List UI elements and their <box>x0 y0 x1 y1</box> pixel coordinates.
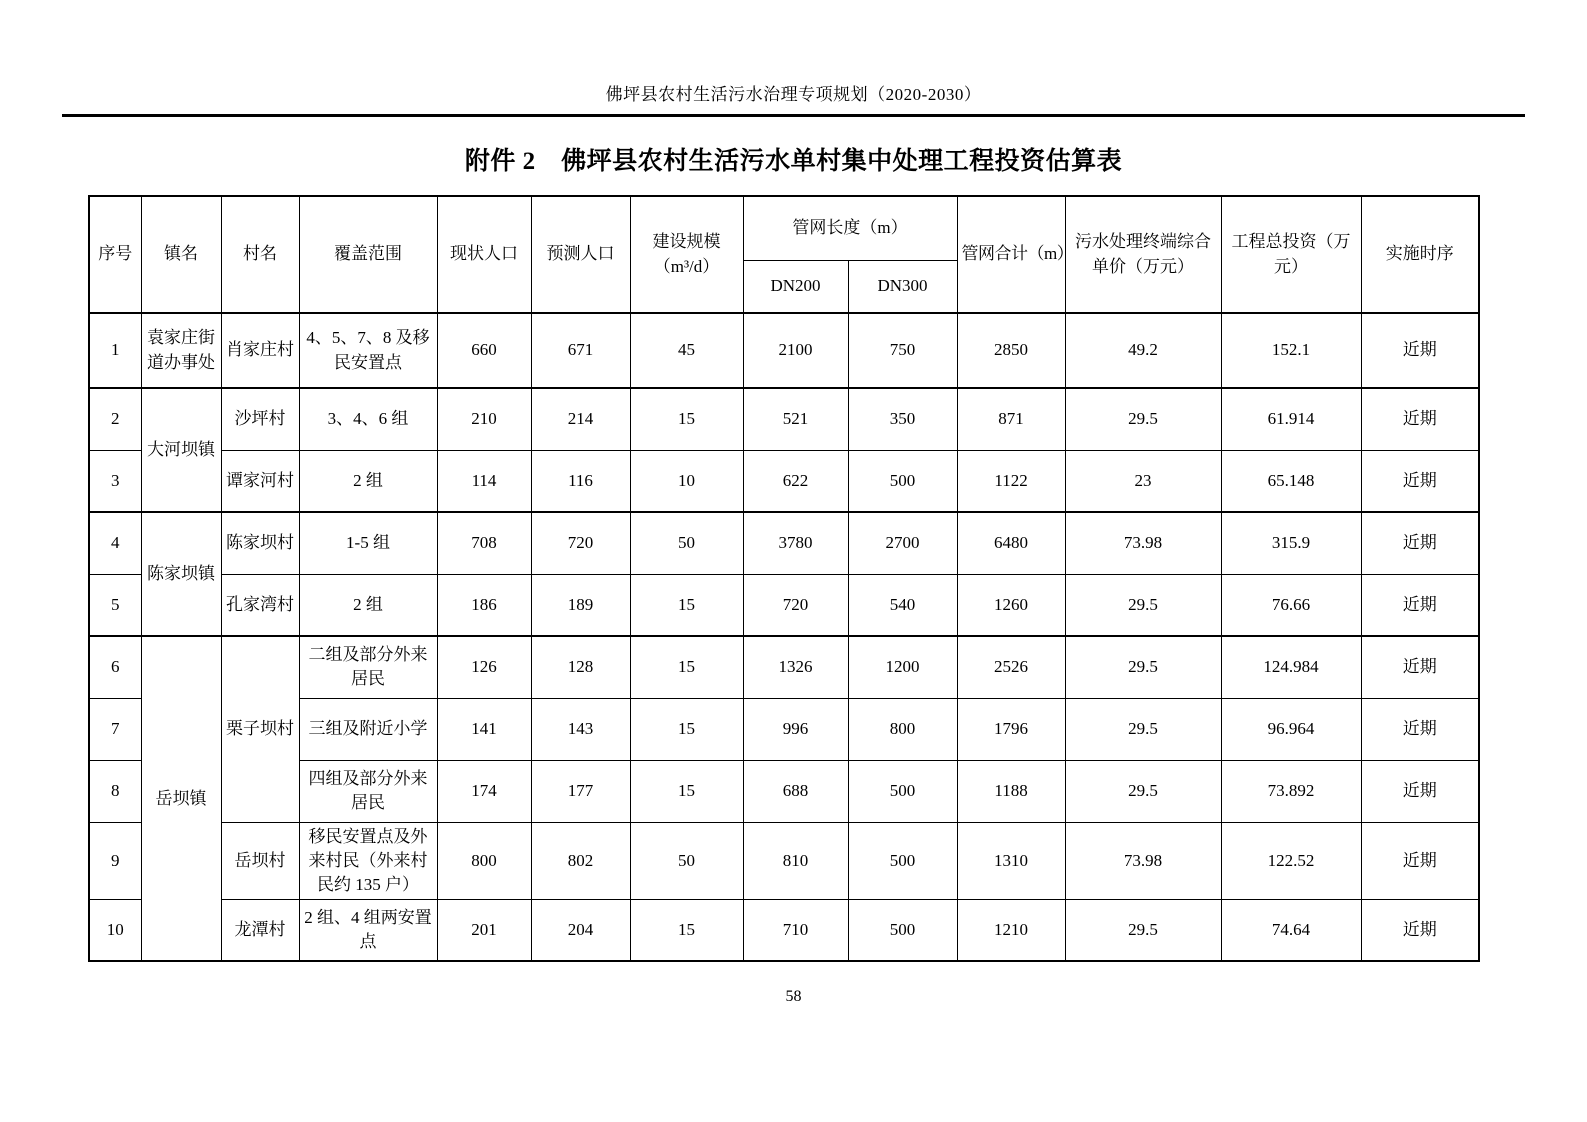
cell-no: 3 <box>89 450 141 512</box>
cell-predicted-pop: 214 <box>531 388 630 450</box>
cell-dn300: 750 <box>848 313 957 388</box>
table-header <box>89 196 1479 313</box>
col-header-pipe-total: 管网合计（m） <box>957 196 1065 313</box>
table-row <box>89 574 1479 636</box>
cell-scale: 50 <box>630 822 743 899</box>
page-title: 附件 2 佛坪县农村生活污水单村集中处理工程投资估算表 <box>464 148 1123 175</box>
cell-scale: 45 <box>630 313 743 388</box>
cell-current-pop: 800 <box>437 822 531 899</box>
cell-dn200: 2100 <box>743 313 848 388</box>
cell-schedule: 近期 <box>1361 899 1479 961</box>
cell-dn300: 1200 <box>848 636 957 698</box>
cell-investment: 315.9 <box>1221 512 1361 574</box>
cell-predicted-pop: 189 <box>531 574 630 636</box>
cell-dn200: 996 <box>743 698 848 760</box>
cell-predicted-pop: 116 <box>531 450 630 512</box>
cell-investment: 122.52 <box>1221 822 1361 899</box>
cell-no: 9 <box>89 822 141 899</box>
cell-pipe-total: 6480 <box>957 512 1065 574</box>
cell-current-pop: 126 <box>437 636 531 698</box>
cell-dn300: 500 <box>848 450 957 512</box>
investment-estimate-table <box>88 195 1480 962</box>
cell-schedule: 近期 <box>1361 636 1479 698</box>
cell-pipe-total: 1122 <box>957 450 1065 512</box>
cell-scale: 10 <box>630 450 743 512</box>
cell-unit-price: 29.5 <box>1065 574 1221 636</box>
cell-dn200: 3780 <box>743 512 848 574</box>
cell-pipe-total: 2850 <box>957 313 1065 388</box>
cell-village: 龙潭村 <box>221 899 299 961</box>
cell-unit-price: 73.98 <box>1065 822 1221 899</box>
cell-investment: 96.964 <box>1221 698 1361 760</box>
col-header-no: 序号 <box>89 196 141 313</box>
cell-investment: 76.66 <box>1221 574 1361 636</box>
cell-current-pop: 141 <box>437 698 531 760</box>
col-header-town: 镇名 <box>141 196 221 313</box>
cell-no: 4 <box>89 512 141 574</box>
cell-current-pop: 174 <box>437 760 531 822</box>
cell-coverage: 二组及部分外来居民 <box>299 636 437 698</box>
cell-current-pop: 201 <box>437 899 531 961</box>
cell-pipe-total: 1796 <box>957 698 1065 760</box>
col-header-dn300: DN300 <box>848 260 957 313</box>
cell-scale: 15 <box>630 899 743 961</box>
cell-no: 2 <box>89 388 141 450</box>
table-row <box>89 636 1479 698</box>
cell-investment: 61.914 <box>1221 388 1361 450</box>
cell-investment: 73.892 <box>1221 760 1361 822</box>
cell-no: 5 <box>89 574 141 636</box>
cell-predicted-pop: 720 <box>531 512 630 574</box>
cell-investment: 124.984 <box>1221 636 1361 698</box>
cell-no: 8 <box>89 760 141 822</box>
cell-coverage: 四组及部分外来居民 <box>299 760 437 822</box>
cell-unit-price: 49.2 <box>1065 313 1221 388</box>
cell-pipe-total: 2526 <box>957 636 1065 698</box>
col-header-schedule: 实施时序 <box>1361 196 1479 313</box>
cell-town: 大河坝镇 <box>141 388 221 512</box>
cell-town: 陈家坝镇 <box>141 512 221 636</box>
table-row <box>89 512 1479 574</box>
cell-predicted-pop: 128 <box>531 636 630 698</box>
col-header-coverage: 覆盖范围 <box>299 196 437 313</box>
cell-current-pop: 186 <box>437 574 531 636</box>
cell-current-pop: 114 <box>437 450 531 512</box>
cell-village: 肖家庄村 <box>221 313 299 388</box>
cell-coverage: 2 组 <box>299 450 437 512</box>
cell-scale: 15 <box>630 574 743 636</box>
cell-dn200: 810 <box>743 822 848 899</box>
cell-unit-price: 73.98 <box>1065 512 1221 574</box>
cell-no: 1 <box>89 313 141 388</box>
table-row <box>89 313 1479 388</box>
cell-pipe-total: 1310 <box>957 822 1065 899</box>
cell-dn300: 500 <box>848 760 957 822</box>
cell-pipe-total: 1210 <box>957 899 1065 961</box>
cell-scale: 15 <box>630 636 743 698</box>
col-header-predicted-pop: 预测人口 <box>531 196 630 313</box>
cell-village: 谭家河村 <box>221 450 299 512</box>
cell-unit-price: 29.5 <box>1065 899 1221 961</box>
table-row <box>89 388 1479 450</box>
cell-dn200: 521 <box>743 388 848 450</box>
cell-current-pop: 210 <box>437 388 531 450</box>
table-row <box>89 899 1479 961</box>
page-number: 58 <box>785 988 802 1005</box>
cell-dn300: 800 <box>848 698 957 760</box>
table-row <box>89 450 1479 512</box>
header-rule <box>62 114 1525 117</box>
cell-predicted-pop: 671 <box>531 313 630 388</box>
cell-schedule: 近期 <box>1361 450 1479 512</box>
cell-dn300: 2700 <box>848 512 957 574</box>
cell-scale: 15 <box>630 760 743 822</box>
cell-pipe-total: 871 <box>957 388 1065 450</box>
cell-schedule: 近期 <box>1361 388 1479 450</box>
cell-unit-price: 23 <box>1065 450 1221 512</box>
col-header-dn200: DN200 <box>743 260 848 313</box>
cell-schedule: 近期 <box>1361 574 1479 636</box>
cell-coverage: 三组及附近小学 <box>299 698 437 760</box>
cell-town: 袁家庄街道办事处 <box>141 313 221 388</box>
header-row-1 <box>89 196 1479 260</box>
cell-investment: 152.1 <box>1221 313 1361 388</box>
col-header-current-pop: 现状人口 <box>437 196 531 313</box>
cell-investment: 65.148 <box>1221 450 1361 512</box>
cell-dn200: 720 <box>743 574 848 636</box>
col-header-village: 村名 <box>221 196 299 313</box>
cell-predicted-pop: 177 <box>531 760 630 822</box>
cell-scale: 15 <box>630 698 743 760</box>
col-header-total-investment: 工程总投资（万元） <box>1221 196 1361 313</box>
cell-schedule: 近期 <box>1361 313 1479 388</box>
cell-predicted-pop: 204 <box>531 899 630 961</box>
cell-scale: 15 <box>630 388 743 450</box>
cell-schedule: 近期 <box>1361 760 1479 822</box>
cell-scale: 50 <box>630 512 743 574</box>
cell-coverage: 1-5 组 <box>299 512 437 574</box>
cell-village: 岳坝村 <box>221 822 299 899</box>
table-body <box>89 313 1479 961</box>
cell-dn300: 540 <box>848 574 957 636</box>
cell-coverage: 移民安置点及外来村民（外来村民约 135 户） <box>299 822 437 899</box>
cell-schedule: 近期 <box>1361 698 1479 760</box>
col-header-scale: 建设规模（m³/d） <box>630 196 743 313</box>
cell-village: 孔家湾村 <box>221 574 299 636</box>
cell-dn200: 1326 <box>743 636 848 698</box>
cell-coverage: 4、5、7、8 及移民安置点 <box>299 313 437 388</box>
cell-coverage: 2 组 <box>299 574 437 636</box>
cell-village: 栗子坝村 <box>221 636 299 822</box>
cell-unit-price: 29.5 <box>1065 388 1221 450</box>
col-header-unit-price: 污水处理终端综合单价（万元） <box>1065 196 1221 313</box>
cell-current-pop: 708 <box>437 512 531 574</box>
cell-dn300: 500 <box>848 822 957 899</box>
cell-dn300: 500 <box>848 899 957 961</box>
table-row <box>89 822 1479 899</box>
cell-unit-price: 29.5 <box>1065 760 1221 822</box>
running-header: 佛坪县农村生活污水治理专项规划（2020-2030） <box>605 85 982 104</box>
cell-unit-price: 29.5 <box>1065 698 1221 760</box>
cell-predicted-pop: 802 <box>531 822 630 899</box>
cell-schedule: 近期 <box>1361 512 1479 574</box>
cell-dn300: 350 <box>848 388 957 450</box>
cell-town: 岳坝镇 <box>141 636 221 961</box>
cell-coverage: 3、4、6 组 <box>299 388 437 450</box>
cell-predicted-pop: 143 <box>531 698 630 760</box>
cell-village: 陈家坝村 <box>221 512 299 574</box>
cell-investment: 74.64 <box>1221 899 1361 961</box>
cell-village: 沙坪村 <box>221 388 299 450</box>
cell-no: 10 <box>89 899 141 961</box>
col-header-pipe-length: 管网长度（m） <box>743 196 957 260</box>
cell-pipe-total: 1260 <box>957 574 1065 636</box>
cell-dn200: 688 <box>743 760 848 822</box>
cell-coverage: 2 组、4 组两安置点 <box>299 899 437 961</box>
cell-dn200: 622 <box>743 450 848 512</box>
cell-dn200: 710 <box>743 899 848 961</box>
cell-no: 6 <box>89 636 141 698</box>
cell-pipe-total: 1188 <box>957 760 1065 822</box>
cell-no: 7 <box>89 698 141 760</box>
cell-schedule: 近期 <box>1361 822 1479 899</box>
cell-unit-price: 29.5 <box>1065 636 1221 698</box>
cell-current-pop: 660 <box>437 313 531 388</box>
